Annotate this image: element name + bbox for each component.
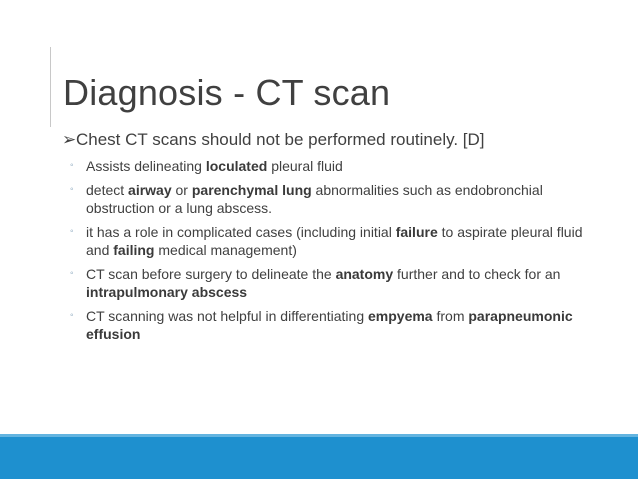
bullet-text: further and to check for an bbox=[393, 266, 561, 282]
sub-bullet-item bbox=[70, 157, 590, 175]
bullet-text: CT scanning was not helpful in differentiating bbox=[86, 308, 368, 324]
bullet-text: pleural fluid bbox=[267, 158, 343, 174]
circle-bullet-icon: ◦ bbox=[70, 268, 74, 279]
bullet-text: medical management) bbox=[154, 242, 297, 258]
emphasized-term: loculated bbox=[205, 158, 268, 174]
footer-bar bbox=[0, 437, 638, 479]
bullet-text: to aspirate pleural fluid and bbox=[86, 224, 583, 258]
emphasized-term: empyema bbox=[368, 308, 433, 324]
sub-bullet-item bbox=[70, 307, 590, 343]
emphasized-term: failure bbox=[395, 224, 438, 240]
emphasized-term: parenchymal lung bbox=[191, 182, 312, 198]
emphasized-term: intrapulmonary abscess bbox=[86, 284, 248, 300]
bullet-text: CT scan before surgery to delineate the bbox=[86, 266, 336, 282]
main-bullet bbox=[62, 129, 622, 150]
sub-bullet-item bbox=[70, 265, 590, 301]
title-accent-line bbox=[50, 47, 51, 127]
emphasized-term: anatomy bbox=[335, 266, 394, 282]
bullet-text: abnormalities such as endobronchial obstruction or a lung abscess. bbox=[86, 182, 543, 216]
arrow-bullet-icon: ➢ bbox=[62, 130, 77, 149]
sub-bullet-list bbox=[70, 157, 590, 349]
circle-bullet-icon: ◦ bbox=[70, 226, 74, 237]
bullet-text: Assists delineating bbox=[86, 158, 206, 174]
emphasized-term: parapneumonic effusion bbox=[86, 308, 573, 342]
bullet-text: it has a role in complicated cases (including initial bbox=[86, 224, 396, 240]
circle-bullet-icon: ◦ bbox=[70, 310, 74, 321]
emphasized-term: failing bbox=[113, 242, 155, 258]
bullet-text: detect bbox=[86, 182, 129, 198]
circle-bullet-icon: ◦ bbox=[70, 184, 74, 195]
main-bullet-text: Chest CT scans should not be performed routinely. [D] bbox=[76, 130, 485, 149]
circle-bullet-icon: ◦ bbox=[70, 160, 74, 171]
bullet-text: or bbox=[171, 182, 192, 198]
bullet-text: from bbox=[432, 308, 469, 324]
slide-title: Diagnosis - CT scan bbox=[63, 72, 391, 113]
emphasized-term: airway bbox=[128, 182, 172, 198]
sub-bullet-item bbox=[70, 181, 590, 217]
sub-bullet-item bbox=[70, 223, 590, 259]
